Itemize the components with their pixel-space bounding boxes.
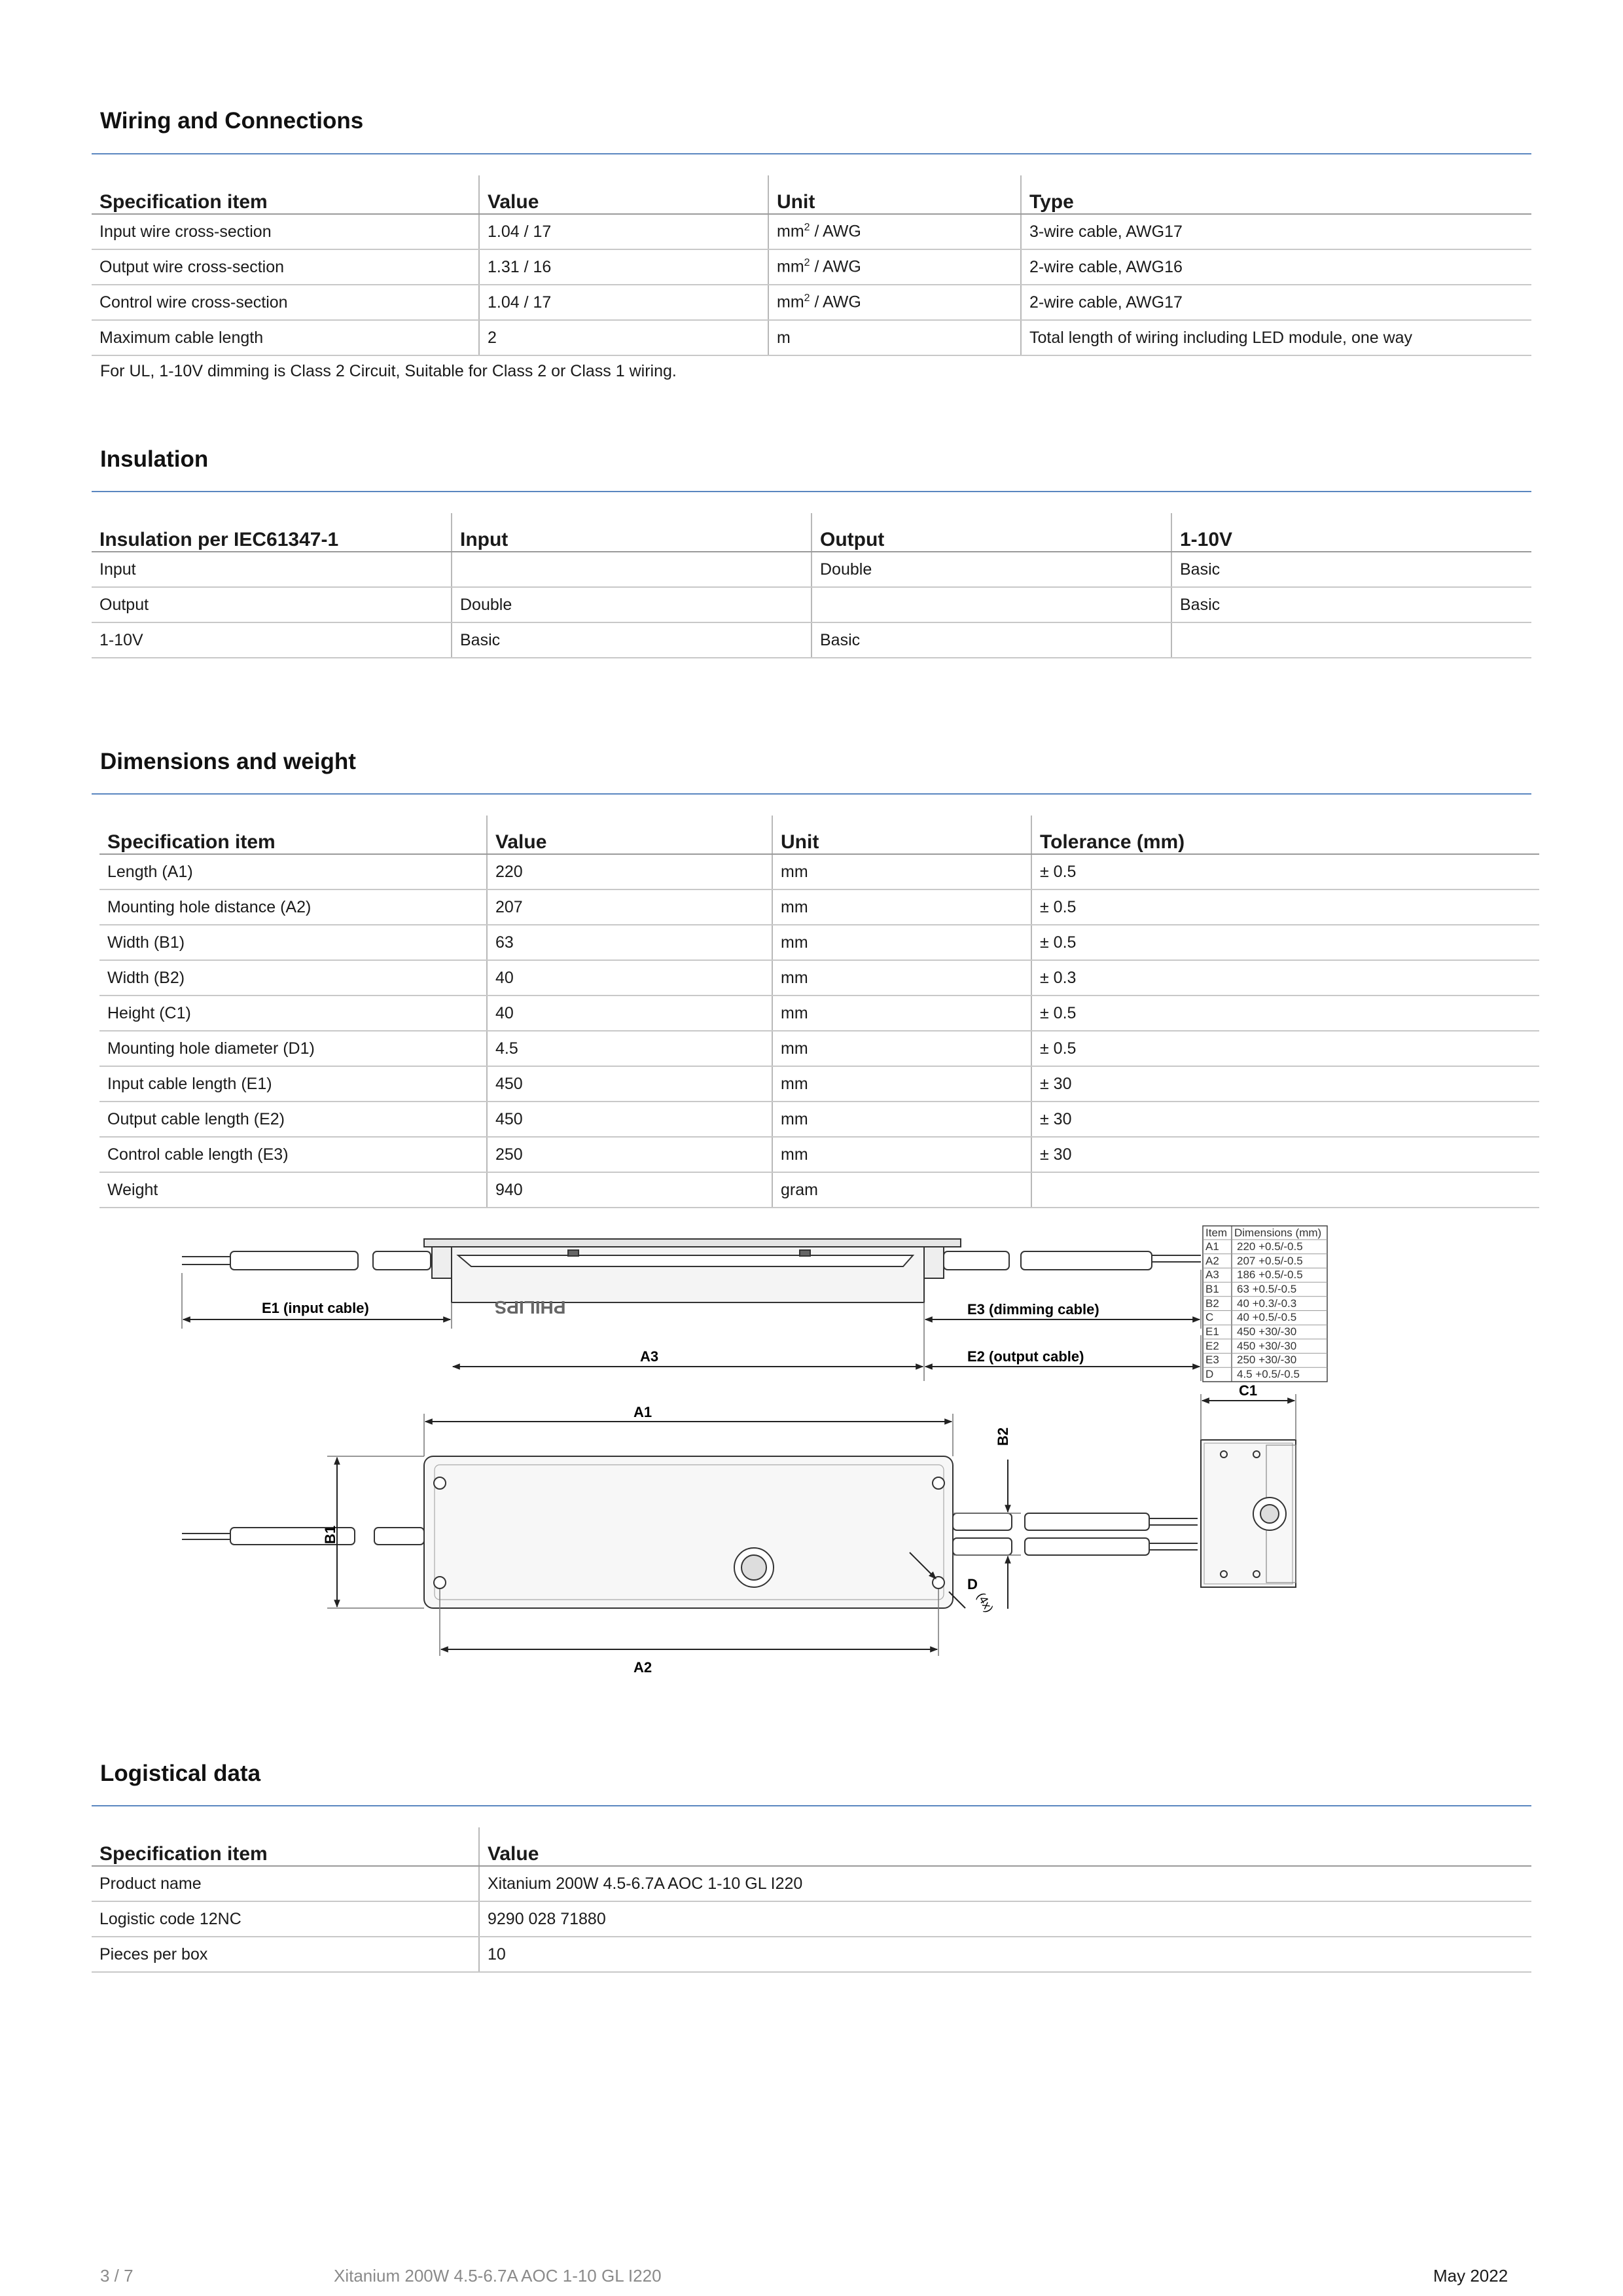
column-header: Specification item [92, 175, 479, 214]
dimension-legend [1203, 1226, 1327, 1382]
table-cell: 9290 028 71880 [479, 1901, 1531, 1937]
column-header: Unit [772, 816, 1031, 854]
legend-value: 63 +0.5/-0.5 [1237, 1283, 1297, 1295]
table-cell: Basic [1171, 587, 1531, 622]
legend-item: A3 [1205, 1268, 1219, 1281]
legend-item: C [1205, 1311, 1214, 1323]
table-row [99, 1137, 1539, 1172]
legend-value: 250 +30/-30 [1237, 1354, 1297, 1366]
table-row [99, 1172, 1539, 1208]
table-cell: Height (C1) [99, 996, 487, 1031]
legend-value: 40 +0.3/-0.3 [1237, 1297, 1297, 1310]
table-cell [452, 552, 812, 587]
table-row [92, 285, 1531, 320]
table-cell: ± 30 [1031, 1066, 1539, 1102]
table-cell: ± 30 [1031, 1102, 1539, 1137]
table-row [92, 320, 1531, 355]
table-row [99, 960, 1539, 996]
legend-value: 207 +0.5/-0.5 [1237, 1255, 1303, 1267]
legend-item: D [1205, 1368, 1214, 1380]
legend-item: B2 [1205, 1297, 1219, 1310]
table-cell: mm [772, 1137, 1031, 1172]
table-cell: Weight [99, 1172, 487, 1208]
legend-item: E2 [1205, 1340, 1219, 1352]
column-header: Insulation per IEC61347-1 [92, 513, 452, 552]
table-cell: Maximum cable length [92, 320, 479, 355]
table-header-row [92, 513, 1531, 552]
table-header-row [92, 175, 1531, 214]
table-cell: 1.04 / 17 [479, 214, 768, 249]
table-cell: Basic [812, 622, 1171, 658]
legend-item: E1 [1205, 1325, 1219, 1338]
table-cell: ± 0.5 [1031, 854, 1539, 889]
table-cell: Product name [92, 1866, 479, 1901]
table-cell: Basic [452, 622, 812, 658]
column-header: Specification item [99, 816, 487, 854]
table-row [92, 214, 1531, 249]
table-row [99, 854, 1539, 889]
table-cell [812, 587, 1171, 622]
table-cell: 940 [487, 1172, 772, 1208]
table-cell: mm [772, 1031, 1031, 1066]
legend-value: 220 +0.5/-0.5 [1237, 1240, 1303, 1253]
table-cell: mm [772, 925, 1031, 960]
table-cell: Output cable length (E2) [99, 1102, 487, 1137]
table-cell: Control cable length (E3) [99, 1137, 487, 1172]
d-label: D [967, 1576, 978, 1592]
table-cell: Double [812, 552, 1171, 587]
dimensions-divider [92, 793, 1531, 795]
legend-value: 4.5 +0.5/-0.5 [1237, 1368, 1300, 1380]
column-header: Value [487, 816, 772, 854]
table-row [99, 1031, 1539, 1066]
table-cell: ± 0.5 [1031, 1031, 1539, 1066]
table-row [99, 889, 1539, 925]
table-cell: gram [772, 1172, 1031, 1208]
table-cell: Control wire cross-section [92, 285, 479, 320]
dimension-drawing [0, 1217, 1623, 1689]
table-cell: 450 [487, 1066, 772, 1102]
legend-value: 40 +0.5/-0.5 [1237, 1311, 1297, 1323]
column-header: Specification item [92, 1827, 479, 1866]
table-header-row [92, 1827, 1531, 1866]
wiring-note: For UL, 1-10V dimming is Class 2 Circuit, Suitable for Class 2 or Class 1 wiring. [100, 362, 677, 380]
a1-label: A1 [633, 1404, 652, 1420]
table-row [92, 1937, 1531, 1972]
footer-product-name: Xitanium 200W 4.5-6.7A AOC 1-10 GL I220 [334, 2266, 662, 2286]
legend-header: Item [1205, 1227, 1228, 1239]
table-row [92, 249, 1531, 285]
table-cell: Logistic code 12NC [92, 1901, 479, 1937]
table-cell: 40 [487, 960, 772, 996]
table-cell: Total length of wiring including LED module, one way [1021, 320, 1531, 355]
e2-label: E2 (output cable) [967, 1348, 1084, 1365]
wiring-section-title: Wiring and Connections [100, 108, 364, 134]
table-cell: Pieces per box [92, 1937, 479, 1972]
table-cell: 207 [487, 889, 772, 925]
table-cell: Width (B2) [99, 960, 487, 996]
table-cell: Input cable length (E1) [99, 1066, 487, 1102]
table-cell: Output [92, 587, 452, 622]
column-header: Value [479, 175, 768, 214]
table-cell: mm [772, 889, 1031, 925]
table-row [92, 1901, 1531, 1937]
table-cell: Input wire cross-section [92, 214, 479, 249]
table-row [92, 1866, 1531, 1901]
table-cell: Double [452, 587, 812, 622]
table-cell: Basic [1171, 552, 1531, 587]
legend-item: A1 [1205, 1240, 1219, 1253]
table-cell: 450 [487, 1102, 772, 1137]
table-cell: ± 0.3 [1031, 960, 1539, 996]
table-header-row [99, 816, 1539, 854]
legend-value: 450 +30/-30 [1237, 1340, 1297, 1352]
table-cell: mm [772, 1066, 1031, 1102]
dimensions-table [99, 816, 1539, 1208]
column-header: Value [479, 1827, 1531, 1866]
e1-label: E1 (input cable) [262, 1300, 369, 1316]
footer-date: May 2022 [1433, 2266, 1508, 2286]
table-cell: Input [92, 552, 452, 587]
table-cell: Output wire cross-section [92, 249, 479, 285]
column-header: Output [812, 513, 1171, 552]
table-row [92, 552, 1531, 587]
column-header: 1-10V [1171, 513, 1531, 552]
table-cell: 2-wire cable, AWG17 [1021, 285, 1531, 320]
logistical-section-title: Logistical data [100, 1761, 261, 1786]
table-cell: mm [772, 996, 1031, 1031]
table-cell: Mounting hole distance (A2) [99, 889, 487, 925]
table-cell: 2-wire cable, AWG16 [1021, 249, 1531, 285]
table-cell: ± 0.5 [1031, 889, 1539, 925]
table-cell: 1.04 / 17 [479, 285, 768, 320]
table-cell: $mm^2$ / AWG [768, 285, 1021, 320]
legend-value: 186 +0.5/-0.5 [1237, 1268, 1303, 1281]
table-cell [1031, 1172, 1539, 1208]
legend-item: B1 [1205, 1283, 1219, 1295]
table-cell: Xitanium 200W 4.5-6.7A AOC 1-10 GL I220 [479, 1866, 1531, 1901]
table-cell: $mm^2$ / AWG [768, 249, 1021, 285]
table-cell: 40 [487, 996, 772, 1031]
c1-label: C1 [1239, 1382, 1258, 1399]
d-count-label: (4x) [974, 1590, 996, 1615]
b1-label: B1 [322, 1525, 338, 1545]
table-cell: $mm^2$ / AWG [768, 214, 1021, 249]
table-cell: mm [772, 1102, 1031, 1137]
table-cell: ± 30 [1031, 1137, 1539, 1172]
table-row [99, 1066, 1539, 1102]
insulation-table [92, 513, 1531, 658]
legend-item: E3 [1205, 1354, 1219, 1366]
insulation-divider [92, 491, 1531, 492]
table-cell: m [768, 320, 1021, 355]
b2-label: B2 [995, 1427, 1011, 1446]
table-row [99, 996, 1539, 1031]
table-cell: Width (B1) [99, 925, 487, 960]
table-cell: Mounting hole diameter (D1) [99, 1031, 487, 1066]
column-header: Type [1021, 175, 1531, 214]
table-cell: 3-wire cable, AWG17 [1021, 214, 1531, 249]
table-cell: 1.31 / 16 [479, 249, 768, 285]
table-cell: Length (A1) [99, 854, 487, 889]
table-row [99, 1102, 1539, 1137]
table-cell: ± 0.5 [1031, 925, 1539, 960]
end-view [1201, 1394, 1296, 1587]
brand-logo: PHILIPS [494, 1297, 566, 1318]
table-cell: 2 [479, 320, 768, 355]
wiring-table [92, 175, 1531, 356]
table-row [99, 925, 1539, 960]
table-cell: 4.5 [487, 1031, 772, 1066]
table-cell: 10 [479, 1937, 1531, 1972]
a3-label: A3 [640, 1348, 659, 1365]
table-cell: mm [772, 854, 1031, 889]
table-cell: 63 [487, 925, 772, 960]
logistical-table [92, 1827, 1531, 1973]
insulation-section-title: Insulation [100, 446, 209, 472]
legend-value: 450 +30/-30 [1237, 1325, 1297, 1338]
e3-label: E3 (dimming cable) [967, 1301, 1099, 1318]
table-row [92, 622, 1531, 658]
column-header: Unit [768, 175, 1021, 214]
table-cell: mm [772, 960, 1031, 996]
a2-label: A2 [633, 1659, 652, 1676]
logistical-divider [92, 1805, 1531, 1806]
table-cell: 1-10V [92, 622, 452, 658]
column-header: Tolerance (mm) [1031, 816, 1539, 854]
dimensions-section-title: Dimensions and weight [100, 749, 356, 774]
legend-item: A2 [1205, 1255, 1219, 1267]
table-cell: 220 [487, 854, 772, 889]
wiring-divider [92, 153, 1531, 154]
page-number: 3 / 7 [100, 2266, 134, 2286]
table-cell: ± 0.5 [1031, 996, 1539, 1031]
column-header: Input [452, 513, 812, 552]
legend-header: Dimensions (mm) [1234, 1227, 1322, 1239]
table-row [92, 587, 1531, 622]
table-cell [1171, 622, 1531, 658]
table-cell: 250 [487, 1137, 772, 1172]
